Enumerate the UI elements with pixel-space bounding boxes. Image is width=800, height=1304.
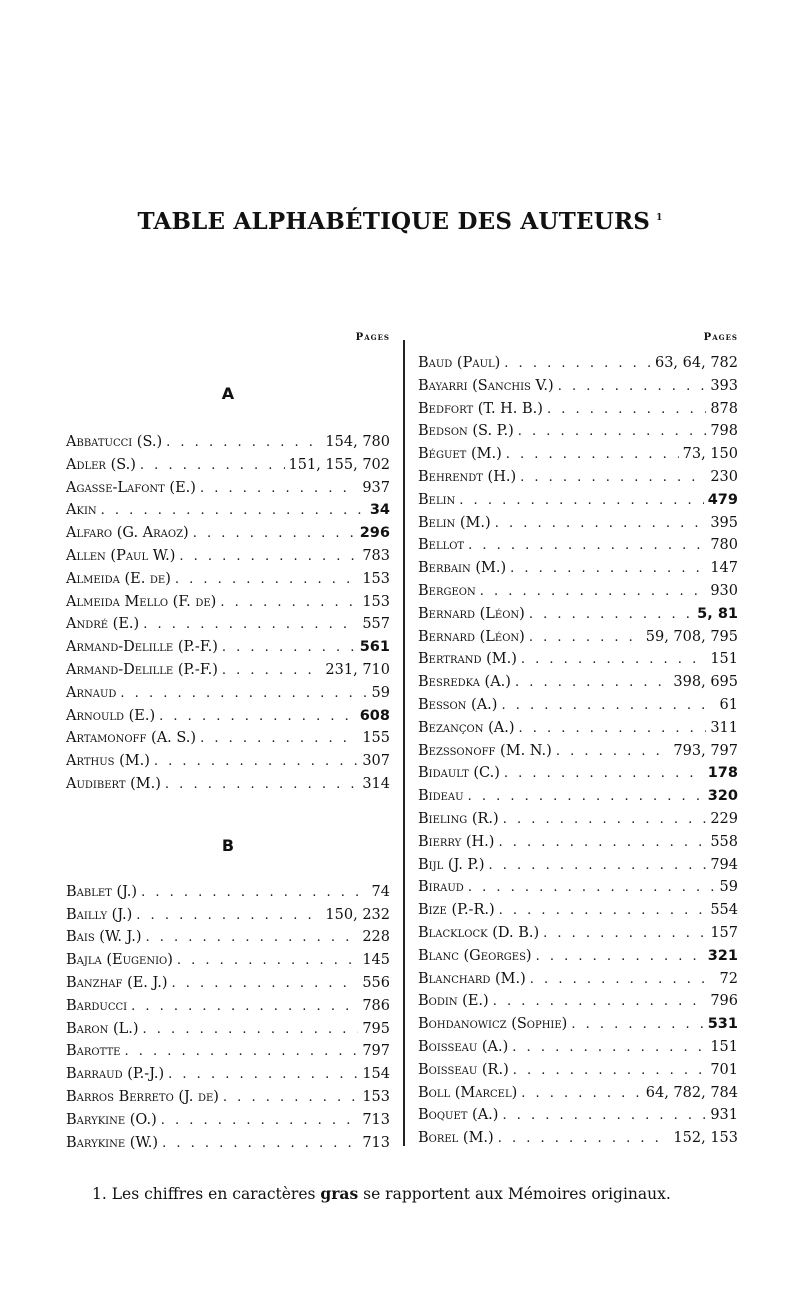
author-name: Behrendt (H.)	[418, 468, 517, 485]
author-name: Bedfort (T. H. B.)	[418, 400, 543, 417]
leader-dots	[124, 1041, 358, 1064]
author-name: Belin	[418, 491, 456, 508]
page-numbers: 398, 695	[673, 674, 738, 691]
author-name: Blacklock (D. B.)	[418, 924, 540, 941]
page-numbers: 150, 232	[325, 906, 390, 923]
section-a-entries	[66, 431, 390, 796]
leader-dots	[504, 763, 704, 786]
index-entry	[418, 603, 738, 626]
author-name: Arthus (M.)	[66, 753, 150, 770]
index-entry	[418, 922, 738, 945]
leader-dots	[161, 1110, 359, 1133]
author-name: Bize (P.-R.)	[418, 902, 495, 919]
page-numbers: 61	[719, 696, 738, 713]
page-numbers: 395	[710, 514, 738, 531]
author-name: Bieling (R.)	[418, 810, 499, 827]
leader-dots	[513, 1060, 707, 1083]
author-name: Boisseau (A.)	[418, 1038, 509, 1055]
author-name: Banzhaf (E. J.)	[66, 974, 168, 991]
page-numbers: 937	[362, 479, 390, 496]
page-numbers: 321	[707, 947, 738, 964]
author-name: Bierry (H.)	[418, 833, 495, 850]
page-numbers: 930	[710, 582, 738, 599]
index-entry	[418, 398, 738, 421]
leader-dots	[141, 882, 367, 905]
leader-dots	[515, 672, 669, 695]
leader-dots	[159, 706, 356, 729]
index-entry	[418, 1127, 738, 1150]
leader-dots	[493, 991, 707, 1014]
footnote-text-before: Les chiffres en caractères	[111, 1185, 316, 1203]
page-numbers: 794	[710, 856, 738, 873]
page-numbers: 157	[710, 924, 738, 941]
index-entry	[418, 466, 738, 489]
page-numbers: 153	[362, 593, 390, 610]
index-entry	[66, 1018, 390, 1041]
index-entry	[66, 591, 390, 614]
page-numbers: 320	[707, 788, 738, 805]
author-name: Barraud (P.-J.)	[66, 1066, 165, 1083]
page-numbers: 713	[362, 1134, 390, 1151]
index-entry	[418, 808, 738, 831]
leader-dots	[200, 478, 358, 501]
index-entry	[418, 1082, 738, 1105]
footnote	[92, 1184, 752, 1203]
index-entry	[66, 477, 390, 500]
index-entry	[66, 1063, 390, 1086]
author-name: Bijl (J. P.)	[418, 856, 485, 873]
page-numbers: 34	[369, 502, 390, 519]
leader-dots	[547, 399, 706, 422]
page-numbers: 296	[359, 525, 390, 542]
leader-dots	[171, 973, 358, 996]
page-numbers: 793, 797	[673, 742, 738, 759]
page-numbers: 556	[362, 974, 390, 991]
author-name: Boisseau (R.)	[418, 1061, 509, 1078]
index-entry	[418, 740, 738, 763]
author-name: Bideau	[418, 788, 464, 805]
leader-dots	[498, 832, 706, 855]
page-numbers: 554	[710, 902, 738, 919]
index-entry	[66, 904, 390, 927]
author-name: Bablet (J.)	[66, 883, 138, 900]
page-numbers: 531	[707, 1016, 738, 1033]
index-entry	[418, 375, 738, 398]
index-entry	[66, 522, 390, 545]
author-name: Armand-Delille (P.-F.)	[66, 639, 218, 656]
left-column	[66, 332, 390, 1154]
index-entry	[66, 1132, 390, 1155]
author-name: Arnaud	[66, 684, 117, 701]
page-numbers: 311	[710, 719, 738, 736]
footnote-text-after: se rapportent aux Mémoires originaux.	[363, 1185, 671, 1203]
page-numbers: 557	[362, 616, 390, 633]
page-numbers: 154	[362, 1066, 390, 1083]
author-name: Bedson (S. P.)	[418, 423, 514, 440]
page-numbers: 701	[710, 1061, 738, 1078]
page-numbers: 151	[710, 1038, 738, 1055]
author-name: Adler (S.)	[66, 456, 136, 473]
title-footnote-marker: 1	[656, 213, 663, 223]
section-b-entries	[66, 881, 390, 1155]
page-numbers: 147	[710, 560, 738, 577]
leader-dots	[165, 774, 358, 797]
leader-dots	[536, 946, 704, 969]
page-numbers: 783	[362, 547, 390, 564]
page-numbers: 145	[362, 952, 390, 969]
leader-dots	[162, 1133, 358, 1156]
page-numbers: 152, 153	[673, 1130, 738, 1147]
leader-dots	[459, 490, 703, 513]
index-entry	[418, 854, 738, 877]
leader-dots	[136, 905, 321, 928]
author-name: Bezssonoff (M. N.)	[418, 742, 552, 759]
author-name: Bajla (Eugenio)	[66, 952, 173, 969]
index-entry	[66, 454, 390, 477]
page-numbers: 231, 710	[325, 661, 390, 678]
leader-dots	[502, 1105, 706, 1128]
leader-dots	[556, 741, 670, 764]
page-numbers: 608	[359, 707, 390, 724]
author-name: Bergeon	[418, 582, 476, 599]
page-numbers: 878	[710, 400, 738, 417]
index-entry	[66, 613, 390, 636]
author-name: Barykine (O.)	[66, 1111, 157, 1128]
index-entry	[66, 1040, 390, 1063]
leader-dots	[468, 535, 706, 558]
page-numbers: 561	[359, 639, 390, 656]
leader-dots	[222, 660, 322, 683]
leader-dots	[222, 637, 356, 660]
index-entry	[66, 568, 390, 591]
author-name: Besredka (A.)	[418, 674, 511, 691]
author-name: Bezançon (A.)	[418, 719, 515, 736]
author-name: Bohdanowicz (Sophie)	[418, 1016, 568, 1033]
leader-dots	[220, 592, 358, 615]
author-name: Blanchard (M.)	[418, 970, 526, 987]
section-letter-a: A	[221, 384, 235, 403]
author-name: Agasse-Lafont (E.)	[66, 479, 196, 496]
column-divider	[403, 340, 405, 1146]
leader-dots	[468, 877, 716, 900]
index-entry	[418, 1036, 738, 1059]
right-column	[418, 332, 738, 1150]
author-name: Bidault (C.)	[418, 765, 500, 782]
author-name: André (E.)	[66, 616, 140, 633]
leader-dots	[145, 927, 358, 950]
pages-header-left: Pages	[355, 332, 390, 343]
page-numbers: 154, 780	[325, 434, 390, 450]
page-numbers: 73, 150	[682, 446, 738, 463]
author-name: Almeida (E. de)	[66, 570, 171, 587]
index-entry	[66, 750, 390, 773]
author-name: Barykine (W.)	[66, 1134, 159, 1151]
leader-dots	[168, 1064, 358, 1087]
page-numbers: 393	[710, 377, 738, 394]
right-column-entries	[418, 352, 738, 1150]
index-entry	[418, 648, 738, 671]
author-name: Borel (M.)	[418, 1130, 494, 1147]
page-numbers: 786	[362, 997, 390, 1014]
author-name: Armand-Delille (P.-F.)	[66, 661, 218, 678]
page-numbers: 64, 782, 784	[645, 1084, 738, 1101]
leader-dots	[520, 467, 706, 490]
page-numbers: 178	[707, 765, 738, 782]
author-name: Berbain (M.)	[418, 560, 507, 577]
leader-dots	[530, 969, 716, 992]
leader-dots	[518, 421, 707, 444]
index-entry	[418, 990, 738, 1013]
leader-dots	[101, 500, 366, 523]
author-name: Bellot	[418, 537, 465, 554]
page-numbers: 151, 155, 702	[288, 456, 390, 473]
leader-dots	[521, 649, 706, 672]
leader-dots	[498, 1128, 670, 1151]
leader-dots	[175, 569, 358, 592]
leader-dots	[518, 718, 706, 741]
index-entry	[66, 773, 390, 796]
page-numbers: 479	[707, 491, 738, 508]
index-entry	[418, 876, 738, 899]
index-entry	[66, 727, 390, 750]
author-name: Bais (W. J.)	[66, 929, 142, 946]
index-entry	[418, 671, 738, 694]
author-name: Barros Berreto (J. de)	[66, 1088, 219, 1105]
leader-dots	[504, 353, 651, 376]
footnote-bold-word: gras	[320, 1184, 359, 1203]
leader-dots	[131, 996, 358, 1019]
index-entry	[66, 659, 390, 682]
author-name: Besson (A.)	[418, 696, 498, 713]
section-letter-b: B	[221, 835, 235, 855]
page-numbers: 228	[362, 929, 390, 946]
index-entry	[418, 1059, 738, 1082]
author-name: Bailly (J.)	[66, 906, 133, 923]
leader-dots	[177, 950, 358, 973]
leader-dots	[140, 455, 285, 478]
leader-dots	[495, 513, 707, 536]
leader-dots	[166, 432, 321, 455]
leader-dots	[468, 786, 704, 809]
author-name: Boquet (A.)	[418, 1107, 499, 1124]
index-entry	[66, 431, 390, 454]
author-name: Bayarri (Sanchis V.)	[418, 377, 554, 394]
leader-dots	[154, 751, 358, 774]
index-entry	[66, 972, 390, 995]
leader-dots	[480, 581, 707, 604]
leader-dots	[529, 627, 642, 650]
index-entry	[66, 926, 390, 949]
leader-dots	[571, 1014, 703, 1037]
author-name: Bernard (Léon)	[418, 628, 525, 645]
index-entry	[418, 1013, 738, 1036]
index-entry	[418, 968, 738, 991]
leader-dots	[521, 1083, 642, 1106]
author-name: Abbatucci (S.)	[66, 434, 163, 450]
page-numbers: 314	[362, 775, 390, 792]
author-name: Barotte	[66, 1043, 121, 1060]
page-numbers: 796	[710, 993, 738, 1010]
page-numbers: 153	[362, 1088, 390, 1105]
page-numbers: 153	[362, 570, 390, 587]
page-numbers: 780	[710, 537, 738, 554]
leader-dots	[506, 444, 679, 467]
author-name: Béguet (M.)	[418, 446, 502, 463]
leader-dots	[200, 728, 358, 751]
leader-dots	[499, 900, 707, 923]
index-entry	[418, 443, 738, 466]
author-name: Boll (Marcel)	[418, 1084, 518, 1101]
leader-dots	[510, 558, 706, 581]
leader-dots	[193, 523, 356, 546]
index-entry	[418, 512, 738, 535]
page-numbers: 931	[710, 1107, 738, 1124]
index-entry	[418, 420, 738, 443]
index-entry	[418, 899, 738, 922]
author-name: Bertrand (M.)	[418, 651, 517, 668]
index-entry	[418, 762, 738, 785]
author-name: Allen (Paul W.)	[66, 547, 176, 564]
author-name: Akin	[66, 502, 97, 519]
page-numbers: 72	[719, 970, 738, 987]
index-entry	[66, 1086, 390, 1109]
index-entry	[418, 717, 738, 740]
author-name: Alfaro (G. Araoz)	[66, 525, 189, 542]
index-entry	[418, 352, 738, 375]
page-numbers: 59	[371, 684, 390, 701]
author-name: Bernard (Léon)	[418, 605, 525, 622]
index-entry	[66, 499, 390, 522]
page-title	[0, 208, 800, 235]
leader-dots	[143, 1019, 359, 1042]
index-entry	[418, 945, 738, 968]
leader-dots	[489, 855, 707, 878]
page-numbers: 558	[710, 833, 738, 850]
author-name: Bodin (E.)	[418, 993, 489, 1010]
index-entry	[418, 580, 738, 603]
author-name: Artamonoff (A. S.)	[66, 730, 197, 747]
author-name: Audibert (M.)	[66, 775, 161, 792]
author-name: Belin (M.)	[418, 514, 491, 531]
page-numbers: 74	[371, 883, 390, 900]
leader-dots	[543, 923, 706, 946]
page-numbers: 59	[719, 879, 738, 896]
author-name: Baud (Paul)	[418, 355, 501, 371]
page-numbers: 63, 64, 782	[654, 355, 738, 371]
page-numbers: 151	[710, 651, 738, 668]
leader-dots	[529, 604, 693, 627]
leader-dots	[223, 1087, 358, 1110]
page-numbers: 5, 81	[697, 605, 738, 622]
index-entry	[418, 785, 738, 808]
leader-dots	[512, 1037, 706, 1060]
page-numbers: 307	[362, 753, 390, 770]
page-numbers: 155	[362, 730, 390, 747]
index-entry	[66, 636, 390, 659]
index-entry	[66, 949, 390, 972]
leader-dots	[143, 614, 358, 637]
author-name: Arnould (E.)	[66, 707, 156, 724]
index-entry	[66, 881, 390, 904]
author-name: Almeida Mello (F. de)	[66, 593, 217, 610]
title-text: TABLE ALPHABÉTIQUE DES AUTEURS	[137, 208, 651, 235]
index-entry	[66, 705, 390, 728]
index-entry	[418, 557, 738, 580]
page-numbers: 230	[710, 468, 738, 485]
leader-dots	[503, 809, 707, 832]
page-numbers: 229	[710, 810, 738, 827]
author-name: Barducci	[66, 997, 128, 1014]
pages-header-right: Pages	[703, 332, 738, 343]
index-entry	[418, 1104, 738, 1127]
page-numbers: 795	[362, 1020, 390, 1037]
author-name: Baron (L.)	[66, 1020, 139, 1037]
page-numbers: 59, 708, 795	[645, 628, 738, 645]
index-entry	[418, 831, 738, 854]
index-entry	[66, 1109, 390, 1132]
index-entry	[418, 694, 738, 717]
leader-dots	[558, 376, 707, 399]
index-entry	[418, 534, 738, 557]
page-numbers: 713	[362, 1111, 390, 1128]
index-entry	[418, 626, 738, 649]
index-entry	[66, 545, 390, 568]
page-numbers: 797	[362, 1043, 390, 1060]
index-entry	[66, 995, 390, 1018]
author-name: Blanc (Georges)	[418, 947, 532, 964]
page-numbers: 798	[710, 423, 738, 440]
leader-dots	[120, 683, 367, 706]
index-entry	[418, 489, 738, 512]
author-name: Biraud	[418, 879, 464, 896]
leader-dots	[501, 695, 715, 718]
leader-dots	[179, 546, 358, 569]
footnote-number: 1.	[92, 1185, 107, 1203]
index-entry	[66, 682, 390, 705]
